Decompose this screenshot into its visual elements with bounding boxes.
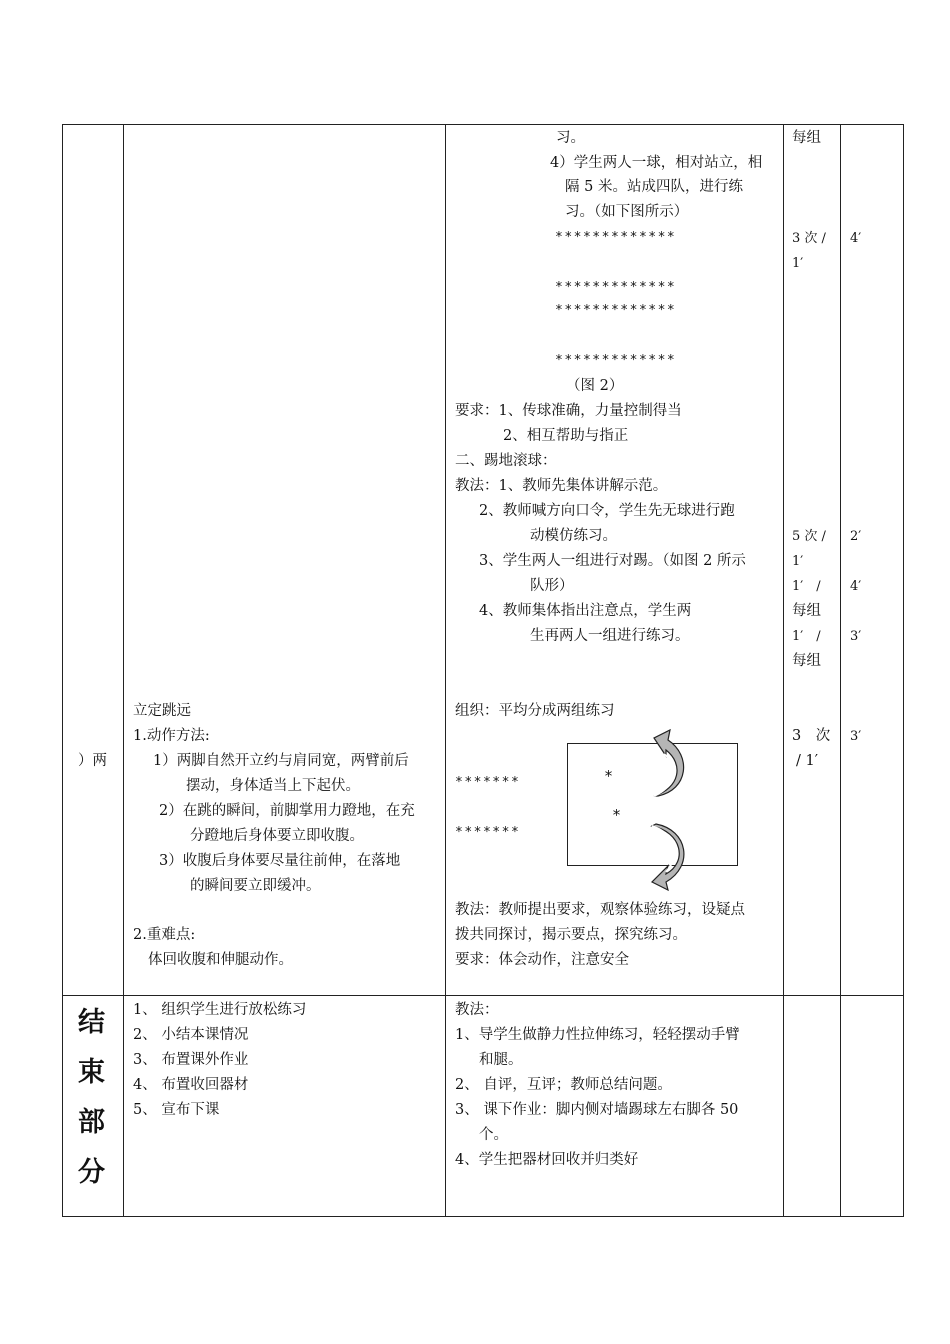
jump-line: 的瞬间要立即缓冲。 <box>190 878 321 894</box>
content-line: 要求：1、传球准确，力量控制得当 <box>455 403 682 419</box>
ending-method: 教法： <box>455 1002 499 1018</box>
player-mark: * <box>604 767 614 785</box>
content-line: 教法：教师提出要求，观察体验练习，设疑点 <box>455 902 745 918</box>
table-row-divider <box>62 995 904 996</box>
content-line: 拨共同探讨，揭示要点，探究练习。 <box>455 927 687 943</box>
formation-star-row: ************* <box>555 353 677 368</box>
time-cell: 2′ <box>850 529 862 544</box>
content-line: 习。（如下图所示） <box>565 204 689 220</box>
count-cell: 3 次 <box>792 728 831 744</box>
section-heading-char: 分 <box>78 1157 105 1188</box>
ending-method: 个。 <box>479 1127 508 1143</box>
player-mark: * <box>612 806 622 824</box>
jump-line: 1.动作方法: <box>133 728 210 744</box>
content-line: 4、教师集体指出注意点，学生两 <box>479 603 692 619</box>
table-col-divider <box>445 124 446 1217</box>
content-line: 组织：平均分成两组练习 <box>455 703 615 719</box>
count-cell: 1′ <box>792 554 804 569</box>
time-cell: 4′ <box>850 579 862 594</box>
table-border-left <box>62 124 63 1217</box>
content-line: 动模仿练习。 <box>530 528 617 544</box>
jump-line: 2）在跳的瞬间，前脚掌用力蹬地，在充 <box>159 803 415 819</box>
jump-line: 2.重难点: <box>133 927 196 943</box>
content-line: 生再两人一组进行练习。 <box>530 628 690 644</box>
count-cell: / 1′ <box>796 753 819 769</box>
ending-task: 5、 宣布下课 <box>133 1102 220 1118</box>
jump-line: 摆动，身体适当上下起伏。 <box>186 778 360 794</box>
curved-arrow-up-icon <box>636 726 688 798</box>
formation-star-row: ************* <box>555 303 677 318</box>
content-line: 3、学生两人一组进行对踢。（如图 2 所示 <box>479 553 746 569</box>
table-border-bottom <box>62 1216 904 1217</box>
jump-line: 体回收腹和伸腿动作。 <box>148 952 293 968</box>
ending-method: 1、导学生做静力性拉伸练习，轻轻摆动手臂 <box>455 1027 740 1043</box>
time-cell: 4′ <box>850 231 862 246</box>
table-border-right <box>903 124 904 1217</box>
count-cell: 1′ / <box>792 629 821 644</box>
diagram-star-row: ******* <box>455 775 521 790</box>
formation-star-row: ************* <box>555 230 677 245</box>
content-line: 要求：体会动作，注意安全 <box>455 952 629 968</box>
count-cell: 1′ <box>792 256 804 271</box>
count-cell: 每组 <box>792 653 821 669</box>
section-heading-char: 部 <box>78 1107 105 1138</box>
content-line: 教法：1、教师先集体讲解示范。 <box>455 478 668 494</box>
curved-arrow-down-icon <box>636 822 688 892</box>
table-border-top <box>62 124 904 125</box>
count-cell: 每组 <box>792 603 821 619</box>
table-col-divider <box>123 124 124 1217</box>
content-line: 二、踢地滚球： <box>455 453 557 469</box>
count-cell: 5 次 / <box>792 529 826 544</box>
section-heading-char: 结 <box>78 1007 105 1038</box>
count-cell: 3 次 / <box>792 231 826 246</box>
content-line: 习。 <box>556 130 585 146</box>
jump-line: 1）两脚自然开立约与肩同宽，两臂前后 <box>153 753 409 769</box>
content-line: 2、相互帮助与指正 <box>503 428 629 444</box>
time-cell: 3′ <box>850 729 862 744</box>
jump-title: 立定跳远 <box>133 703 191 719</box>
content-line: 4）学生两人一球，相对站立，相 <box>550 155 763 171</box>
count-cell: 1′ / <box>792 579 821 594</box>
ending-task: 1、 组织学生进行放松练习 <box>133 1002 307 1018</box>
ending-task: 4、 布置收回器材 <box>133 1077 249 1093</box>
figure-caption: （图 2） <box>566 378 624 394</box>
content-line: 队形） <box>530 578 574 594</box>
table-col-divider <box>783 124 784 1217</box>
content-line: 隔 5 米。站成四队，进行练 <box>565 179 743 195</box>
table-col-divider <box>840 124 841 1217</box>
ending-method: 4、学生把器材回收并归类好 <box>455 1152 639 1168</box>
ending-method: 和腿。 <box>479 1052 523 1068</box>
time-cell: 3′ <box>850 629 862 644</box>
ending-method: 2、 自评，互评；教师总结问题。 <box>455 1077 672 1093</box>
jump-line: 分蹬地后身体要立即收腹。 <box>190 828 364 844</box>
diagram-star-row: ******* <box>455 825 521 840</box>
ending-method: 3、 课下作业：脚内侧对墙踢球左右脚各 50 <box>455 1102 739 1118</box>
left-cell-fragment: ）两 <box>78 753 107 769</box>
formation-star-row: ************* <box>555 280 677 295</box>
count-cell: 每组 <box>792 130 821 146</box>
section-heading-char: 束 <box>78 1057 105 1088</box>
content-line: 2、教师喊方向口令，学生先无球进行跑 <box>479 503 735 519</box>
ending-task: 3、 布置课外作业 <box>133 1052 249 1068</box>
jump-line: 3）收腹后身体要尽量往前伸，在落地 <box>159 853 401 869</box>
ending-task: 2、 小结本课情况 <box>133 1027 249 1043</box>
